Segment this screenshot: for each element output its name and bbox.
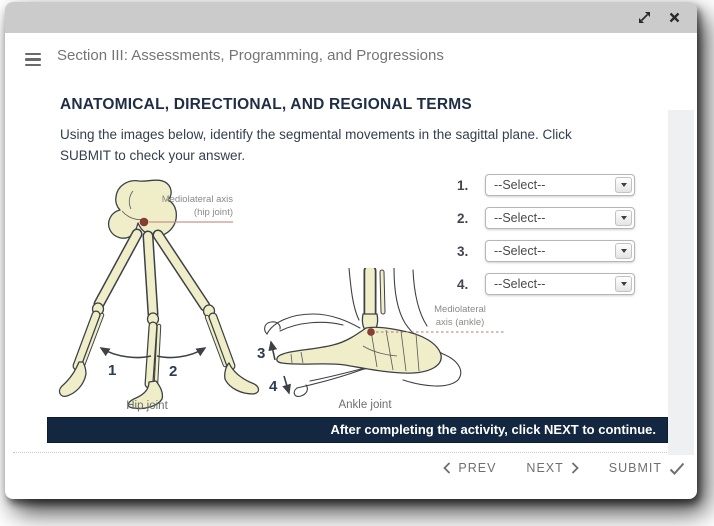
- dropdown-arrow-button-2[interactable]: [615, 210, 632, 226]
- hip-axis-label-line2: (hip joint): [193, 207, 233, 218]
- dropdown-value-2: --Select--: [494, 211, 546, 225]
- player-header: [5, 33, 697, 87]
- course-player-window: [5, 2, 697, 499]
- dropdown-select-3[interactable]: [485, 240, 635, 262]
- triangle-down-icon: [621, 183, 627, 187]
- ankle-number-4: 4: [269, 378, 278, 395]
- dropdown-number-2: 2.: [457, 210, 469, 226]
- ankle-movement-arrows: [257, 342, 289, 395]
- dropdown-value-3: --Select--: [494, 244, 546, 258]
- ankle-caption: Ankle joint: [338, 399, 392, 411]
- dropdown-number-4: 4.: [457, 276, 469, 292]
- dropdown-row-1: [457, 174, 635, 196]
- next-button[interactable]: [526, 461, 578, 475]
- dropdown-arrow-button-4[interactable]: [615, 276, 632, 292]
- titlebar: [5, 2, 697, 33]
- scrollbar-track[interactable]: [668, 110, 694, 455]
- ankle-axis-label-line2: axis (ankle): [435, 317, 485, 328]
- triangle-down-icon: [621, 282, 627, 286]
- next-label: NEXT: [526, 461, 564, 475]
- ankle-axis-dot: [368, 329, 375, 336]
- submit-button[interactable]: [609, 461, 685, 475]
- checkmark-icon: [669, 462, 685, 475]
- menu-hamburger-icon[interactable]: [25, 53, 41, 66]
- submit-label: SUBMIT: [608, 461, 662, 475]
- dropdown-value-4: --Select--: [494, 277, 546, 291]
- ankle-joint-figure: [253, 268, 508, 413]
- dropdown-arrow-button-1[interactable]: [615, 177, 632, 193]
- hip-caption: Hip joint: [126, 400, 168, 412]
- resize-button[interactable]: [637, 11, 651, 25]
- chevron-left-icon: [443, 462, 451, 474]
- pelvis-bone: [109, 180, 177, 238]
- dropdown-select-1[interactable]: [485, 174, 635, 196]
- instructions-line-1: Using the images below, identify the segmental movements in the sagittal plane. Click: [60, 127, 572, 142]
- hip-number-1: 1: [108, 362, 117, 379]
- center-leg-bones: [128, 236, 162, 409]
- triangle-down-icon: [621, 216, 627, 220]
- dropdown-arrow-button-3[interactable]: [615, 243, 632, 259]
- close-x-icon: [669, 12, 680, 23]
- dropdown-number-1: 1.: [457, 177, 469, 193]
- hip-axis-dot: [140, 218, 148, 226]
- left-leg-bones: [60, 234, 137, 396]
- slide-heading: ANATOMICAL, DIRECTIONAL, AND REGIONAL TERMS: [60, 96, 472, 113]
- dropdown-row-3: [457, 240, 635, 262]
- ankle-axis-label-line1: Mediolateral: [434, 304, 486, 315]
- prev-label: PREV: [458, 461, 497, 475]
- dropdown-select-2[interactable]: [485, 207, 635, 229]
- tibia-fibula-bones: [362, 271, 383, 334]
- diagonal-resize-icon: [638, 11, 651, 24]
- instructions-line-2: SUBMIT to check your answer.: [60, 148, 246, 163]
- dropdown-row-2: [457, 207, 635, 229]
- chevron-right-icon: [571, 462, 579, 474]
- triangle-down-icon: [621, 249, 627, 253]
- player-navigation: [443, 461, 685, 475]
- ankle-number-3: 3: [257, 345, 266, 362]
- hip-number-2: 2: [169, 363, 178, 380]
- continue-banner: After completing the activity, click NEXT to continue.: [47, 417, 668, 443]
- hip-axis-label-line1: Mediolateral axis: [161, 194, 233, 205]
- prev-button[interactable]: [443, 461, 496, 475]
- dropdown-number-3: 3.: [457, 243, 469, 259]
- dropdown-value-1: --Select--: [494, 178, 546, 192]
- section-title: Section III: Assessments, Programming, and Progressions: [57, 47, 444, 64]
- close-button[interactable]: [667, 11, 681, 25]
- foot-bones: [277, 327, 441, 373]
- slide-bottom-divider: [13, 452, 689, 453]
- hip-joint-figure: [55, 178, 275, 413]
- slide-instructions: [60, 124, 650, 166]
